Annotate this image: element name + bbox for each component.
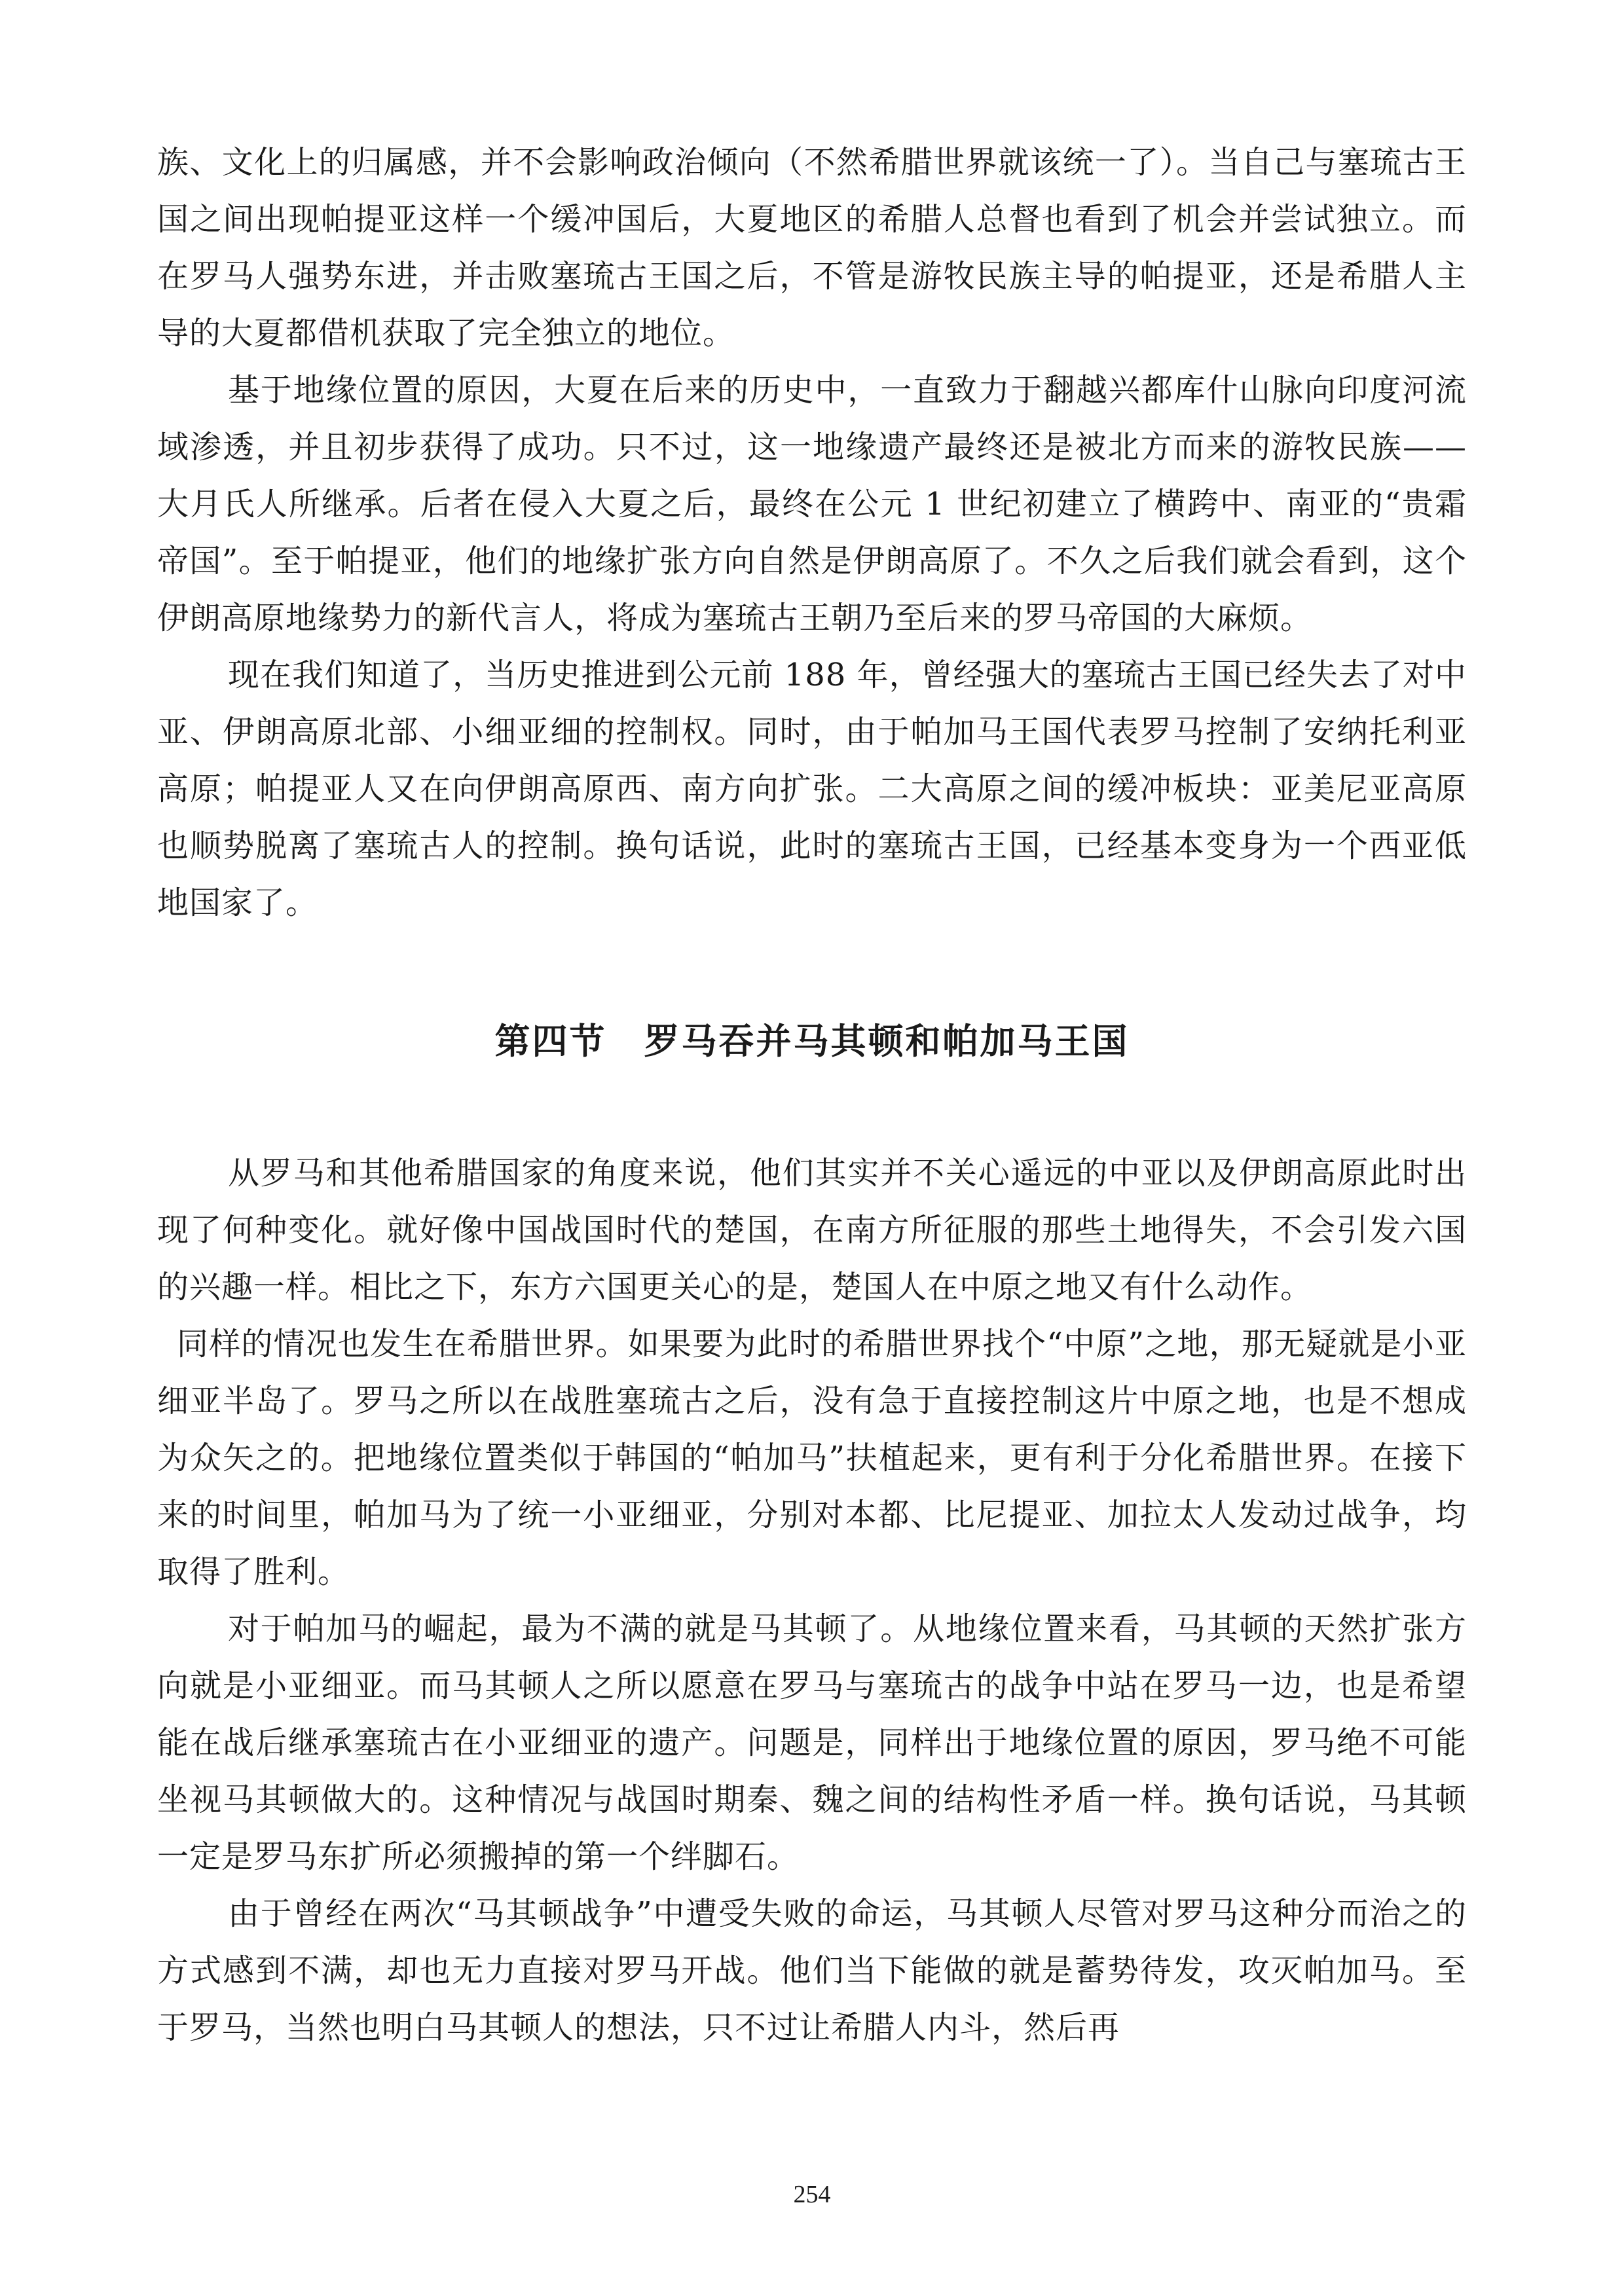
paragraph: 现在我们知道了，当历史推进到公元前 188 年，曾经强大的塞琉古王国已经失去了对中亚、伊朗高原北部、小细亚细的控制权。同时，由于帕加马王国代表罗马控制了安纳托利亚高原；帕提亚人又在向伊朗高原西、南方向扩张。二大高原之间的缓冲板块：亚美尼亚高原也顺势脱离了塞琉古人的控制。换句话说，此时的塞琉古王国，已经基本变身为一个西亚低地国家了。 [157, 657, 1467, 921]
section-heading: 第四节 罗马吞并马其顿和帕加马王国 [494, 1021, 1130, 1062]
paragraph: 对于帕加马的崛起，最为不满的就是马其顿了。从地缘位置来看，马其顿的天然扩张方向就是小亚细亚。而马其顿人之所以愿意在罗马与塞琉古的战争中站在罗马一边，也是希望能在战后继承塞琉古在小亚细亚的遗产。问题是，同样出于地缘位置的原因，罗马绝不可能坐视马其顿做大的。这种情况与战国时期秦、魏之间的结构性矛盾一样。换句话说，马其顿一定是罗马东扩所必须搬掉的第一个绊脚石。 [157, 1611, 1467, 1875]
paragraph: 族、文化上的归属感，并不会影响政治倾向（不然希腊世界就该统一了）。当自己与塞琉古王国之间出现帕提亚这样一个缓冲国后，大夏地区的希腊人总督也看到了机会并尝试独立。而在罗马人强势东进，并击败塞琉古王国之后，不管是游牧民族主导的帕提亚，还是希腊人主导的大夏都借机获取了完全独立的地位。 [157, 144, 1467, 352]
paragraph: 从罗马和其他希腊国家的角度来说，他们其实并不关心遥远的中亚以及伊朗高原此时出现了何种变化。就好像中国战国时代的楚国，在南方所征服的那些土地得失，不会引发六国的兴趣一样。相比之下，东方六国更关心的是，楚国人在中原之地又有什么动作。 [157, 1155, 1467, 1305]
page-body [157, 134, 1467, 2056]
paragraph: 基于地缘位置的原因，大夏在后来的历史中，一直致力于翻越兴都库什山脉向印度河流域渗透，并且初步获得了成功。只不过，这一地缘遗产最终还是被北方而来的游牧民族——大月氏人所继承。后者在侵入大夏之后，最终在公元 1 世纪初建立了横跨中、南亚的“贵霜帝国”。至于帕提亚，他们的地缘扩张方向自然是伊朗高原了。不久之后我们就会看到，这个伊朗高原地缘势力的新代言人，将成为塞琉古王朝乃至后来的罗马帝国的大麻烦。 [157, 372, 1467, 636]
section-spacer [157, 1068, 1467, 1145]
paragraph: 由于曾经在两次“马其顿战争”中遭受失败的命运，马其顿人尽管对罗马这种分而治之的方式感到不满，却也无力直接对罗马开战。他们当下能做的就是蓄势待发，攻灭帕加马。至于罗马，当然也明白马其顿人的想法，只不过让希腊人内斗，然后再 [157, 1895, 1467, 2046]
page-number: 254 [793, 2181, 831, 2208]
section-spacer [157, 932, 1467, 1015]
paragraph: 同样的情况也发生在希腊世界。如果要为此时的希腊世界找个“中原”之地，那无疑就是小亚细亚半岛了。罗马之所以在战胜塞琉古之后，没有急于直接控制这片中原之地，也是不想成为众矢之的。把地缘位置类似于韩国的“帕加马”扶植起来，更有利于分化希腊世界。在接下来的时间里，帕加马为了统一小亚细亚，分别对本都、比尼提亚、加拉太人发动过战争，均取得了胜利。 [157, 1326, 1467, 1590]
